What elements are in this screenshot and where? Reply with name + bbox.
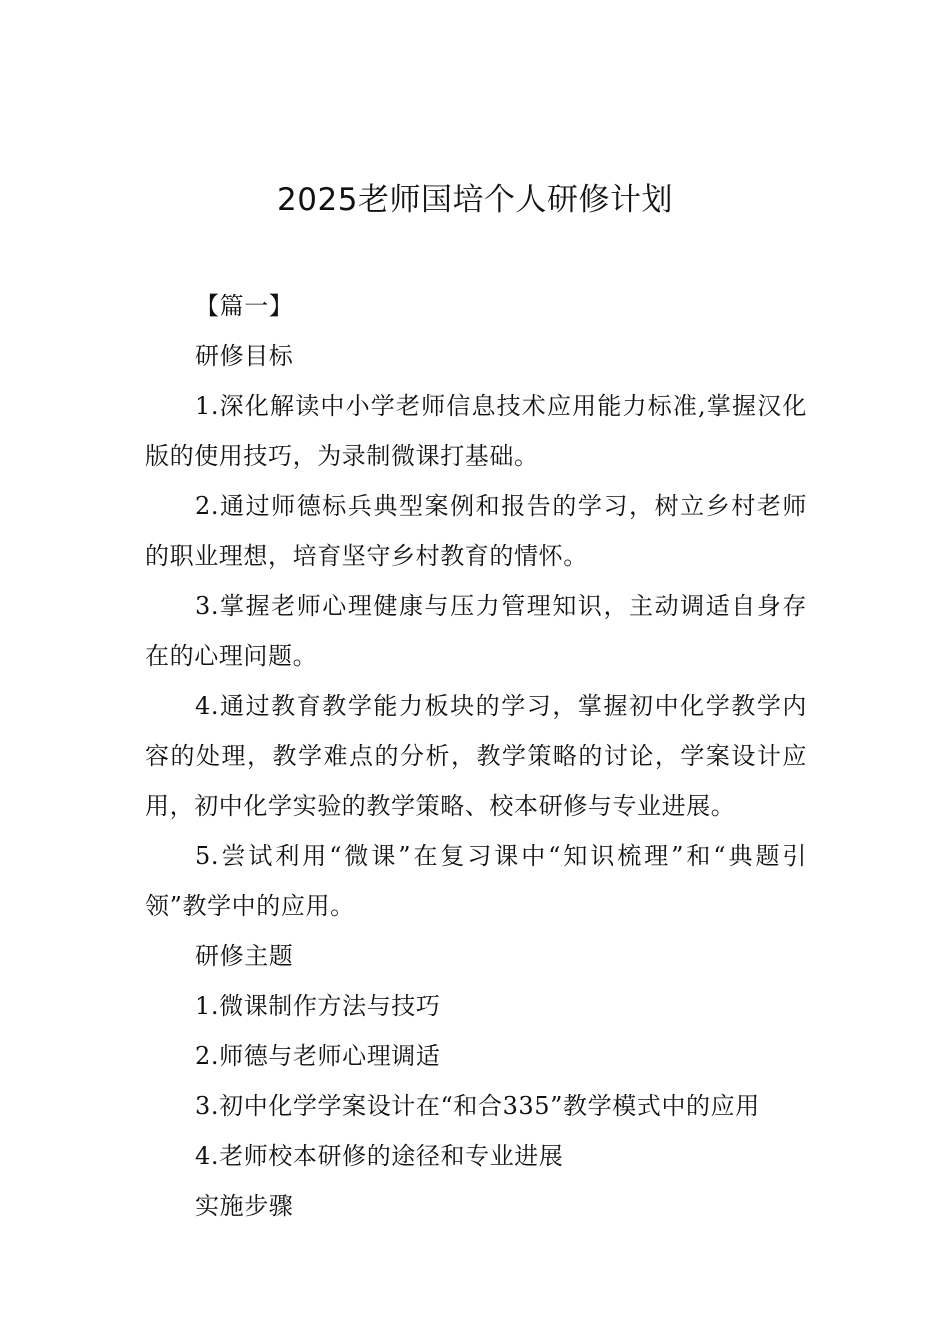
goal-item-4: 4.通过教育教学能力板块的学习，掌握初中化学教学内容的处理，教学难点的分析，教学策略的讨论，学案设计应用，初中化学实验的教学策略、校本研修与专业进展。 [145,692,807,820]
goal-item-1: 1.深化解读中小学老师信息技术应用能力标准,掌握汉化版的使用技巧，为录制微课打基础。 [145,392,807,470]
goal-item-5: 5.尝试利用“微课”在复习课中“知识梳理”和“典题引领”教学中的应用。 [145,842,807,920]
document-title: 2025老师国培个人研修计划 [277,182,673,218]
topic-item-1: 1.微课制作方法与技巧 [195,992,441,1020]
topic-item-3: 3.初中化学学案设计在“和合335”教学模式中的应用 [195,1092,760,1120]
goal-item-3: 3.掌握老师心理健康与压力管理知识，主动调适自身存在的心理问题。 [145,592,807,670]
section-heading-goals: 研修目标 [195,342,294,370]
document-body [145,281,807,1231]
section-heading-topics: 研修主题 [195,942,294,970]
goal-item-2: 2.通过师德标兵典型案例和报告的学习，树立乡村老师的职业理想，培育坚守乡村教育的情怀。 [145,492,807,570]
topic-item-4: 4.老师校本研修的途径和专业进展 [195,1142,564,1170]
topic-item-2: 2.师德与老师心理调适 [195,1042,441,1070]
section-heading-part-one: 【篇一】 [195,292,294,320]
section-heading-steps: 实施步骤 [195,1192,294,1220]
